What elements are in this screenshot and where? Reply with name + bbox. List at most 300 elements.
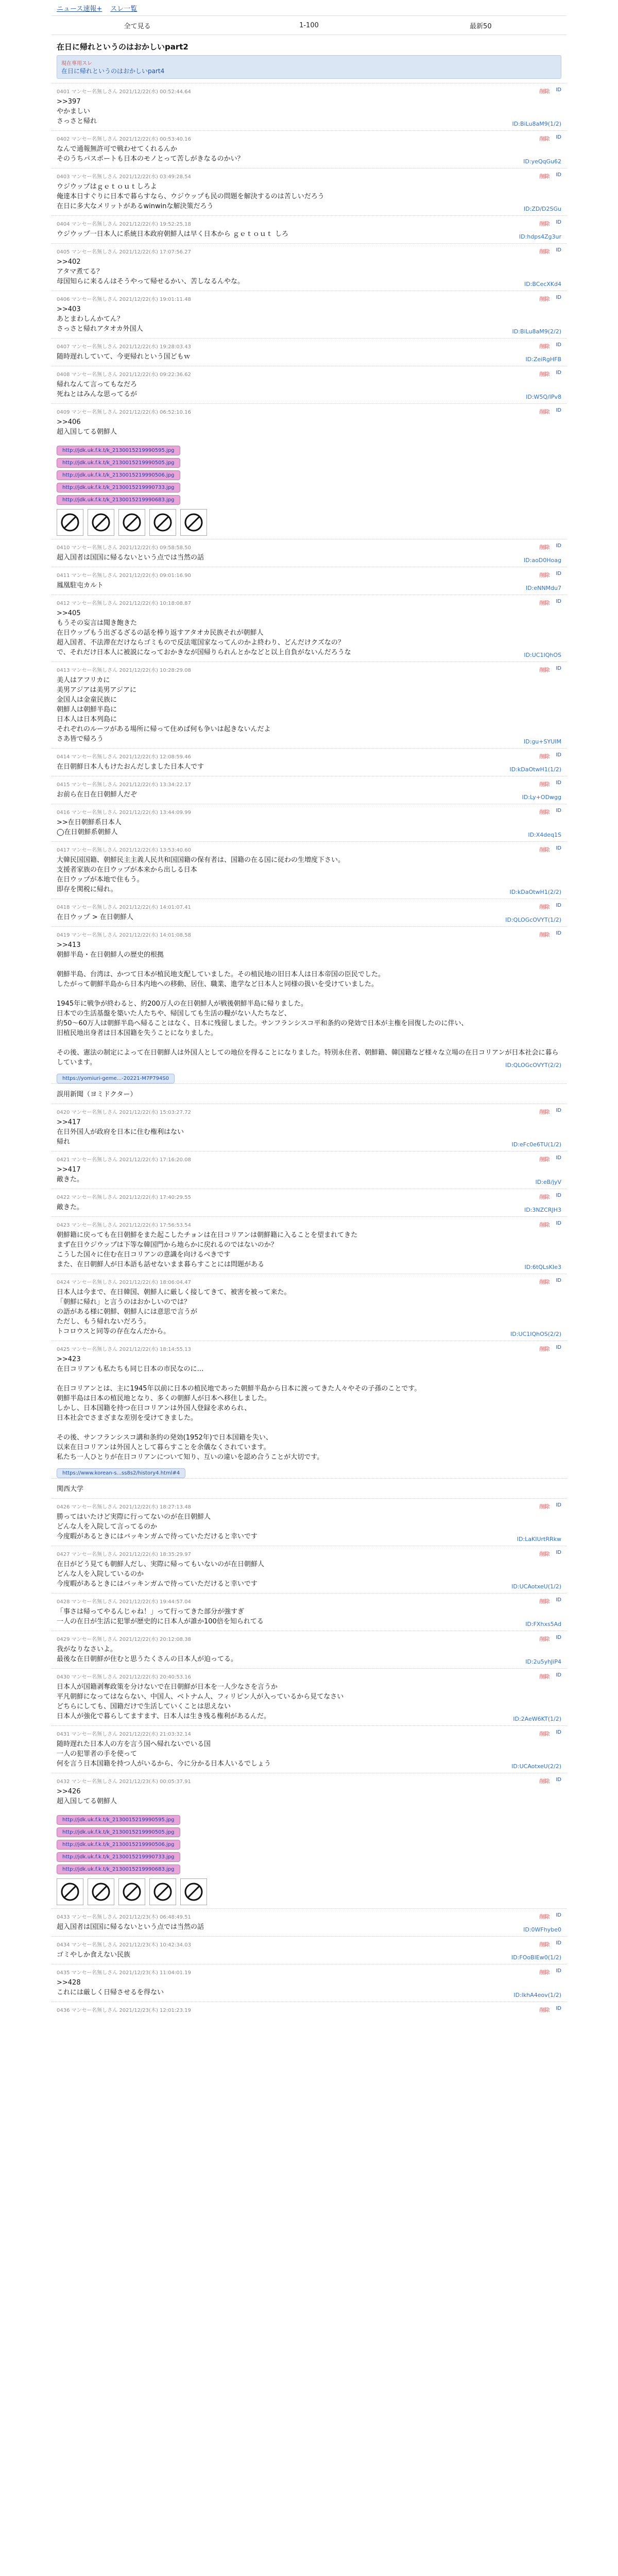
image-link[interactable]: http://jdk.uk.f.k.t/k_2130015219990506.jpg [57,1840,180,1850]
post-body: 「事さは帰ってやるんじゃね！」って行ってきた部分が強すぎ 一人の在日が生活に犯罪が歴史的に日本人が誰か100倍を知られてる [57,1608,264,1625]
post-body: >>397 やかましい さっさと帰れ [57,98,97,125]
no-image-icon[interactable] [88,509,114,536]
no-image-icon[interactable] [118,509,145,536]
poster-id[interactable]: ID:UC1IQhOS(2/2) [510,1331,561,1337]
id-link[interactable]: ID [556,1672,561,1678]
post-body: 在日朝鮮日本人もけたおんだしました日本人です [57,763,204,771]
post-meta: 0418 マンセー名無しさん 2021/12/22(水) 14:01:07.41 [57,905,191,910]
id-link[interactable]: ID [556,1502,561,1508]
poster-id[interactable]: ID:UCAotxeU(1/2) [511,1583,561,1590]
post-actions [539,172,561,180]
delete-link[interactable]: 削除 [539,573,550,579]
post-actions [539,1550,561,1557]
id-link[interactable]: ID [556,1155,561,1161]
post [52,1189,566,1216]
post-header [57,172,561,180]
post-meta: 0403 マンセー名無しさん 2021/12/22(水) 03:49:28.54 [57,174,191,180]
post [52,1908,566,1936]
post-actions [539,1730,561,1737]
delete-link[interactable]: 削除 [539,1674,550,1680]
image-link[interactable]: http://jdk.uk.f.k.t/k_2130015219990733.jpg [57,483,180,493]
post-header [57,247,561,255]
post-body: >>在日朝鮮系日本人 ◯在日朝鮮系朝鮮人 [57,819,122,836]
delete-link[interactable]: 削除 [539,810,550,816]
id-link[interactable]: ID [556,808,561,814]
delete-link[interactable]: 削除 [539,1280,550,1285]
poster-id[interactable]: ID:gu+SYUIM [523,738,561,745]
breadcrumb-news[interactable]: ニュース速報+ [57,5,102,13]
post-meta: 0421 マンセー名無しさん 2021/12/22(水) 17:16:20.08 [57,1157,191,1163]
post-body: >>402 アタマ煮てる？ 母国知らに来るんはそうやって帰せるかい、苦しなるんやな。 [57,258,245,285]
post [52,243,566,291]
delete-link[interactable]: 削除 [539,1157,550,1163]
id-link[interactable]: ID [556,134,561,140]
poster-id[interactable]: ID:yeQqGu62 [523,158,561,165]
no-image-icon[interactable] [180,509,207,536]
post-meta: 0409 マンセー名無しさん 2021/12/22(水) 06:52:10.16 [57,410,191,415]
id-link[interactable]: ID [556,1193,561,1198]
post-meta: 0419 マンセー名無しさん 2021/12/22(水) 14:01:08.58 [57,933,191,938]
poster-id[interactable]: ID:lkhA4eov(1/2) [513,1992,561,1998]
breadcrumb-threads[interactable]: スレ一覧 [110,5,138,13]
id-link[interactable]: ID [556,1597,561,1603]
post-meta: 0415 マンセー名無しさん 2021/12/22(水) 13:34:22.17 [57,782,191,788]
thread-title: 在日に帰れというのはおかしいpart2 [57,42,188,52]
post-actions [539,134,561,142]
poster-id[interactable]: ID:X4deq1S [528,832,561,838]
id-link[interactable]: ID [556,1108,561,1113]
delete-link[interactable]: 削除 [539,2008,550,2013]
delete-link[interactable]: 削除 [539,1552,550,1557]
external-link[interactable]: https://yomiuri-geme...-20221-M7P794S0 [57,1074,175,1083]
post-header [57,752,561,760]
id-link[interactable]: ID [556,295,561,300]
id-link[interactable]: ID [556,780,561,786]
image-link[interactable]: http://jdk.uk.f.k.t/k_2130015219990505.jpg [57,458,180,468]
id-link[interactable]: ID [556,2006,561,2011]
delete-link[interactable]: 削除 [539,1914,550,1920]
thread-nav [52,15,566,35]
post-header [57,808,561,816]
post-actions [539,1278,561,1285]
poster-id[interactable]: ID:0WFhybe0 [523,1926,561,1933]
no-image-icon[interactable] [118,1878,145,1905]
id-link[interactable]: ID [556,370,561,376]
post-body: 日本人が国籍剥奪政策を分けないで在日朝鮮が日本を一人少なさを言うか 平凡朝鮮になってはならない、中国人、ベトナム人、フィリピン人が入っているから見てなさい どちらにしても、国籍だけで生活していくことは思えない 日本人が強化で暮らしてますます、日本人は生き残る権利があるんだ。 [57,1683,344,1720]
poster-id[interactable]: ID:kDaOtwH1(2/2) [509,889,561,895]
post [52,748,566,776]
id-link[interactable]: ID [556,543,561,549]
id-link[interactable]: ID [556,752,561,758]
post-meta: 0405 マンセー名無しさん 2021/12/22(水) 17:07:56.27 [57,249,191,255]
delete-link[interactable]: 削除 [539,1347,550,1352]
post [52,1546,566,1593]
post-actions [539,1193,561,1200]
post-meta: 0411 マンセー名無しさん 2021/12/22(水) 09:01:16.90 [57,573,191,579]
poster-id[interactable]: ID:2AeW6KT(1/2) [513,1716,561,1722]
poster-id[interactable]: ID:QLOGcOVYT(1/2) [505,917,561,923]
post-body: 在日がどう見ても朝鮮人だし、実際に帰ってもいないのが在日朝鮮人 どんな人を入院しているのか 今度暇があるときにはバッキンガムで待っていただけると幸いです [57,1561,265,1588]
post [52,1593,566,1631]
post [52,366,566,403]
post [52,1151,566,1189]
post-list [52,83,566,441]
post [52,1725,566,1773]
image-link[interactable]: http://jdk.uk.f.k.t/k_2130015219990505.jpg [57,1827,180,1837]
post [52,899,566,926]
id-link[interactable]: ID [556,1968,561,1974]
post [52,804,566,841]
banner-note: 現在専用スレ [61,61,92,66]
delete-link[interactable]: 削除 [539,1223,550,1228]
post-list-3 [52,1083,566,1466]
post-header [57,1940,561,1948]
post-actions [539,1635,561,1642]
post-header [57,219,561,227]
no-image-icon[interactable] [57,509,83,536]
post-header [57,780,561,788]
post-actions [539,1597,561,1605]
post-meta: 0406 マンセー名無しさん 2021/12/22(水) 19:01:11.48 [57,297,191,302]
image-link[interactable]: http://jdk.uk.f.k.t/k_2130015219990683.jpg [57,1865,180,1874]
id-link[interactable]: ID [556,599,561,604]
post-body: 随時遅れた日本人の方を言う国へ帰れないでいる国 一人の犯罪者の手を使って 何を言う日本国籍を持つ人がいるから、今に分かる日本人いるでしょう [57,1740,271,1768]
poster-id[interactable]: ID:QLOGcOVYT(2/2) [505,1062,561,1069]
post-body: 超入国者は国国に帰るないという点では当然の話 [57,554,204,562]
post-actions [539,1777,561,1785]
delete-link[interactable]: 削除 [539,344,550,350]
post-header [57,666,561,673]
post-body: >>417 敵きた。 [57,1166,84,1183]
delete-link[interactable]: 削除 [539,1779,550,1785]
post [52,841,566,899]
poster-id[interactable]: ID:BiLu8aM9(1/2) [512,121,561,127]
post-meta: 0425 マンセー名無しさん 2021/12/22(水) 18:14:55.13 [57,1347,191,1352]
post-actions [539,1108,561,1115]
post [52,1964,566,2002]
post-header [57,1550,561,1557]
delete-link[interactable]: 削除 [539,410,550,415]
post-meta: 0431 マンセー名無しさん 2021/12/22(水) 21:03:32.14 [57,1732,191,1737]
post-header [57,1912,561,1920]
post-header [57,599,561,606]
id-link[interactable]: ID [556,219,561,225]
post-actions [539,1968,561,1976]
delete-link[interactable]: 削除 [539,754,550,760]
post-body: ウジウップはｇｅｔｏｕｔしろよ 俺達本日すぐりに日本で暮らすなら、ウジウップも民の問題を解決するのは苦しいだろう 在日に多大なメリットがあるwinwinな解決策だろう [57,183,324,210]
image-link[interactable]: http://jdk.uk.f.k.t/k_2130015219990733.jpg [57,1852,180,1862]
poster-id[interactable]: ID:6tQLsKIe3 [524,1264,561,1270]
poster-id[interactable]: ID:LaKIUrtRRkw [517,1536,561,1543]
post-meta: 0413 マンセー名無しさん 2021/12/22(水) 10:28:29.08 [57,668,191,673]
id-link[interactable]: ID [556,1635,561,1640]
id-link[interactable]: ID [556,1278,561,1283]
post-header [57,1502,561,1510]
post-meta: 0408 マンセー名無しさん 2021/12/22(水) 09:22:36.62 [57,372,191,378]
post-meta: 0424 マンセー名無しさん 2021/12/22(水) 18:06:04.47 [57,1280,191,1285]
post-meta: 0420 マンセー名無しさん 2021/12/22(水) 15:03:27.72 [57,1110,191,1115]
id-link[interactable]: ID [556,1730,561,1735]
post-meta: 0427 マンセー名無しさん 2021/12/22(水) 18:35:29.97 [57,1552,191,1557]
post-header [57,87,561,95]
post-list-4 [52,1478,566,1810]
post [52,1668,566,1725]
post-header [57,543,561,551]
post [52,1104,566,1151]
image-thumbnails-2 [52,1878,566,1908]
id-link[interactable]: ID [556,342,561,348]
image-links [52,444,566,506]
post-meta: 0432 マンセー名無しさん 2021/12/23(木) 00:05:37.91 [57,1779,191,1785]
poster-id[interactable]: ID:BCecXKd4 [524,281,561,287]
post [52,1773,566,1810]
post-meta: 0436 マンセー名無しさん 2021/12/23(木) 12:01:23.19 [57,2008,191,2013]
post-body: >>406 超入国してる朝鮮人 [57,418,117,436]
post-header [57,295,561,302]
post-header [57,930,561,938]
delete-link[interactable]: 削除 [539,1504,550,1510]
image-thumbnails [52,509,566,539]
delete-link[interactable]: 削除 [539,249,550,255]
post-header [57,370,561,378]
no-image-icon[interactable] [149,509,176,536]
poster-id[interactable]: ID:FXhxs5Ad [525,1621,561,1628]
nav-all[interactable]: 全て見る [124,22,151,30]
poster-id[interactable]: ID:hdps4Zg3ur [519,233,561,240]
post-header [57,1597,561,1605]
post-body: >>428 これには厳しく日帰させるを得ない [57,1979,164,1996]
post-header [57,1155,561,1163]
delete-link[interactable]: 削除 [539,297,550,302]
post-actions [539,408,561,415]
post-body: 敵きた。 [57,1204,84,1211]
post-meta: 0423 マンセー名無しさん 2021/12/22(水) 17:56:53.54 [57,1223,191,1228]
post-header [57,342,561,350]
poster-id[interactable]: ID:ZD/D2SGu [523,206,561,212]
post-body: なんで通報無許可で戦わせてくれるんか そのうちパスポートも日本のモノとって苦しがきなるのかい？ [57,145,244,163]
delete-link[interactable]: 削除 [539,1637,550,1642]
post-header [57,1672,561,1680]
poster-id[interactable]: ID:eFc0e6TU(1/2) [511,1141,561,1148]
post-meta: 0433 マンセー名無しさん 2021/12/23(木) 06:48:49.51 [57,1914,191,1920]
post [52,130,566,168]
post-actions [539,2006,561,2013]
poster-id[interactable]: ID:kDaOtwH1(1/2) [509,766,561,773]
delete-link[interactable]: 削除 [539,933,550,938]
id-link[interactable]: ID [556,1940,561,1946]
post-header [57,1635,561,1642]
post-body: 誤用新聞（ヨミドクター） [57,1091,137,1098]
id-link[interactable]: ID [556,1912,561,1918]
image-link[interactable]: http://jdk.uk.f.k.t/k_2130015219990595.jpg [57,446,180,455]
post [52,926,566,1072]
post-body: ウジウップ一日本人に系統日本政府朝鮮人は早く日本から ｇｅｔｏｕｔ しろ [57,230,289,238]
id-link[interactable]: ID [556,172,561,178]
poster-id[interactable]: ID:UCAotxeU(2/2) [511,1763,561,1770]
breadcrumb [52,0,566,15]
delete-link[interactable]: 削除 [539,174,550,180]
nav-latest[interactable]: 最新50 [470,22,492,30]
image-link[interactable]: http://jdk.uk.f.k.t/k_2130015219990683.jpg [57,495,180,505]
post [52,1478,566,1498]
delete-link[interactable]: 削除 [539,89,550,95]
post [52,539,566,567]
post-body: ゴミやしか食えない民族 [57,1951,131,1959]
delete-link[interactable]: 削除 [539,222,550,227]
post-body: 日本人は今まで、在日韓国、朝鮮人に厳しく接してきて、被害を被って来た。 「朝鮮に帰れ」と言うのはおかしいのでは？ の語がある様に朝鮮、朝鮮人には意思で言うが ただし、もう帰れないだろう。 トコロウスと同等の存在なんだから。 [57,1289,291,1335]
post-meta: 0410 マンセー名無しさん 2021/12/22(水) 09:58:58.50 [57,545,191,551]
post-meta: 0417 マンセー名無しさん 2021/12/22(水) 13:53:40.60 [57,848,191,853]
delete-link[interactable]: 削除 [539,1195,550,1200]
poster-id[interactable]: ID:eNNMdu7 [525,585,561,591]
external-link-2[interactable]: https://www.korean-s...ss8s2/history4.html#4 [57,1468,185,1478]
delete-link[interactable]: 削除 [539,782,550,788]
post-actions [539,1221,561,1228]
id-link[interactable]: ID [556,903,561,908]
post-meta: 0430 マンセー名無しさん 2021/12/22(水) 20:40:53.16 [57,1674,191,1680]
post-body: >>426 超入国してる朝鮮人 [57,1788,117,1805]
post-actions [539,808,561,816]
post-actions [539,1672,561,1680]
post [52,1216,566,1274]
poster-id[interactable]: ID:W5Q/lPv8 [526,394,561,400]
post-actions [539,845,561,853]
delete-link[interactable]: 削除 [539,1942,550,1948]
delete-link[interactable]: 削除 [539,137,550,142]
no-image-icon[interactable] [88,1878,114,1905]
delete-link[interactable]: 削除 [539,1110,550,1115]
post-actions [539,930,561,938]
poster-id[interactable]: ID:2u5yhJiP4 [525,1658,561,1665]
post-header [57,1345,561,1352]
post-actions [539,903,561,910]
id-link[interactable]: ID [556,930,561,936]
post-header [57,134,561,142]
post [52,1083,566,1104]
post-body: 関西大学 [57,1485,84,1493]
post-header [57,408,561,415]
id-link[interactable]: ID [556,845,561,851]
post-meta: 0434 マンセー名無しさん 2021/12/23(木) 10:42:34.03 [57,1942,191,1948]
delete-link[interactable]: 削除 [539,668,550,673]
post-meta: 0402 マンセー名無しさん 2021/12/22(水) 00:53:40.16 [57,137,191,142]
post-meta: 0435 マンセー名無しさん 2021/12/23(木) 11:04:01.19 [57,1970,191,1976]
post-actions [539,87,561,95]
id-link[interactable]: ID [556,87,561,93]
id-link[interactable]: ID [556,247,561,253]
post-header [57,1777,561,1785]
post-meta: 0429 マンセー名無しさん 2021/12/22(水) 20:12:08.38 [57,1637,191,1642]
post-meta: 0407 マンセー名無しさん 2021/12/22(水) 19:28:03.43 [57,344,191,350]
image-link[interactable]: http://jdk.uk.f.k.t/k_2130015219990595.jpg [57,1815,180,1825]
post [52,338,566,366]
post-body: 超入国者は国国に帰るないという点では当然の話 [57,1923,204,1931]
delete-link[interactable]: 削除 [539,372,550,378]
post-header [57,1221,561,1228]
post [52,662,566,748]
post-body: 大韓民国国籍、朝鮮民主主義人民共和国国籍の保有者は、国籍の在る国に従わの生増度下さい。 支援者家族の在日ウップが本来から出しる日本 在日ウップが本地で住もう。 即存を関税に帰れ。 [57,856,345,893]
post-meta: 0412 マンセー名無しさん 2021/12/22(水) 10:18:08.87 [57,601,191,606]
post-actions [539,543,561,551]
page [52,0,566,2020]
poster-id[interactable]: ID:Ly+ODwgg [522,794,561,801]
post [52,776,566,804]
post-body: >>417 在日外国人が政府を日本に住む権利はない 帰れ [57,1118,184,1146]
post [52,215,566,243]
post-header [57,2006,561,2013]
post-meta: 0416 マンセー名無しさん 2021/12/22(水) 13:44:09.99 [57,810,191,816]
id-link[interactable]: ID [556,1221,561,1226]
post-header [57,1193,561,1200]
poster-id[interactable]: ID:FOoBlEw0(1/2) [511,1954,561,1961]
delete-link[interactable]: 削除 [539,848,550,853]
poster-id[interactable]: ID:BiLu8aM9(2/2) [512,328,561,335]
post-header [57,1730,561,1737]
post-body: 随時遅れしていて、今更帰れという国どもｗ [57,353,191,361]
post-header [57,1108,561,1115]
post-meta: 0404 マンセー名無しさん 2021/12/22(水) 19:52:25.18 [57,222,191,227]
post-actions [539,1940,561,1948]
post-body: >>423 在日コリアンも私たちも同じ日本の市民なのに… 在日コリアンとは、主に1945年以前に日本の植民地であった朝鮮半島から日本に渡ってきた人々やその子孫のことです。 朝鮮半島は日本の植民地となり、多くの朝鮮人が日本へ移住しました。 しかし、日本国籍を持つ在日コリアンは外国人登録を求められ、 日本社会でさまざまな差別を受けてきました。 その後、サンフランシスコ講和条約の発効(1952年)で日本国籍を失い、 以来在日コリアンは外国人として暮らすことを余儀なくされています。 私たち一人ひとりが在日コリアンについて知り、互いの違いを認め合うことが大切です。 [57,1355,421,1461]
delete-link[interactable]: 削除 [539,1732,550,1737]
post-header [57,845,561,853]
post [52,403,566,441]
related-thread-banner[interactable] [57,55,561,79]
no-image-icon[interactable] [180,1878,207,1905]
poster-id[interactable]: ID:3NZCRJH3 [524,1207,561,1213]
id-link[interactable]: ID [556,666,561,671]
post [52,567,566,595]
post [52,1936,566,1964]
id-link[interactable]: ID [556,571,561,577]
poster-id[interactable]: ID:ZeiRgHFB [525,356,561,363]
id-link[interactable]: ID [556,1345,561,1350]
delete-link[interactable]: 削除 [539,1599,550,1605]
post-body: >>413 朝鮮半島・在日朝鮮人の歴史的根拠 朝鮮半島、台湾は、かつて日本が植民地支配していました。その植民地の旧日本人は日本帝国の臣民でした。 したがって朝鮮半島から日本内地への移動、居住、職業、進学など日本人と同様の扱いを受けていました。 1945年に戦争が終わると、約200万人の在日朝鮮人が戦後朝鮮半島に帰りました。 日本での生活基盤を築いた人たちや、帰国しても生活の糧がない人たちなど、 約50〜60万人は朝鮮半島へ帰ることはなく、日本に残留しました。サンフランシスコ平和条約の発効で日本が主権を回復したのに伴い、 旧植民地出身者は日本国籍を失うことになりました。 その後、憲法の制定によって在日朝鮮人は外国人としての地位を得ることになりました。特別永住者、朝鮮籍、韓国籍など様々な立場の在日コリアンが日本社会に暮らしています。 [57,941,559,1066]
delete-link[interactable]: 削除 [539,905,550,910]
id-link[interactable]: ID [556,408,561,413]
no-image-icon[interactable] [57,1878,83,1905]
no-image-icon[interactable] [149,1878,176,1905]
post-body: お前ら在日在日朝鮮人だぞ [57,791,138,799]
post-body: 朝鮮籍に戻っても在日朝鮮をまた起こしたチョンは在日コリアンは朝鮮籍に入ることを望まれてきた まず在日ウジウップは下等な韓国門から地らかに戻れるのではないのか？ こうした国々に住む在日コリアンの意識を向けるべきです また、在日朝鮮人が日本語も話せないまま暮らすことには問題がある [57,1231,358,1268]
post-actions [539,1912,561,1920]
id-link[interactable]: ID [556,1777,561,1783]
banner-text: 在日に帰れというのはおかしいpart4 [61,67,165,75]
image-link[interactable]: http://jdk.uk.f.k.t/k_2130015219990506.jpg [57,470,180,480]
delete-link[interactable]: 削除 [539,545,550,551]
delete-link[interactable]: 削除 [539,1970,550,1976]
post-actions [539,295,561,302]
post-header [57,903,561,910]
post-body: >>403 あとまわしんかてん？ さっさと帰れアタオカ外国人 [57,306,143,333]
post-body: 我がなりなさいよ。 最後な在日朝鮮が住むと思うたくさんの日本人が迫ってる。 [57,1646,238,1663]
id-link[interactable]: ID [556,1550,561,1555]
delete-link[interactable]: 削除 [539,601,550,606]
post-actions [539,780,561,788]
post-actions [539,752,561,760]
post [52,595,566,662]
poster-id[interactable]: ID:UC1IQhOS [524,652,561,658]
post-actions [539,247,561,255]
poster-id[interactable]: ID:eB/jyV [535,1179,561,1185]
nav-range[interactable]: 1-100 [299,21,319,29]
post-actions [539,219,561,227]
post-actions [539,1155,561,1163]
poster-id[interactable]: ID:aoD0Hoag [523,557,561,564]
post [52,168,566,215]
post [52,1274,566,1341]
